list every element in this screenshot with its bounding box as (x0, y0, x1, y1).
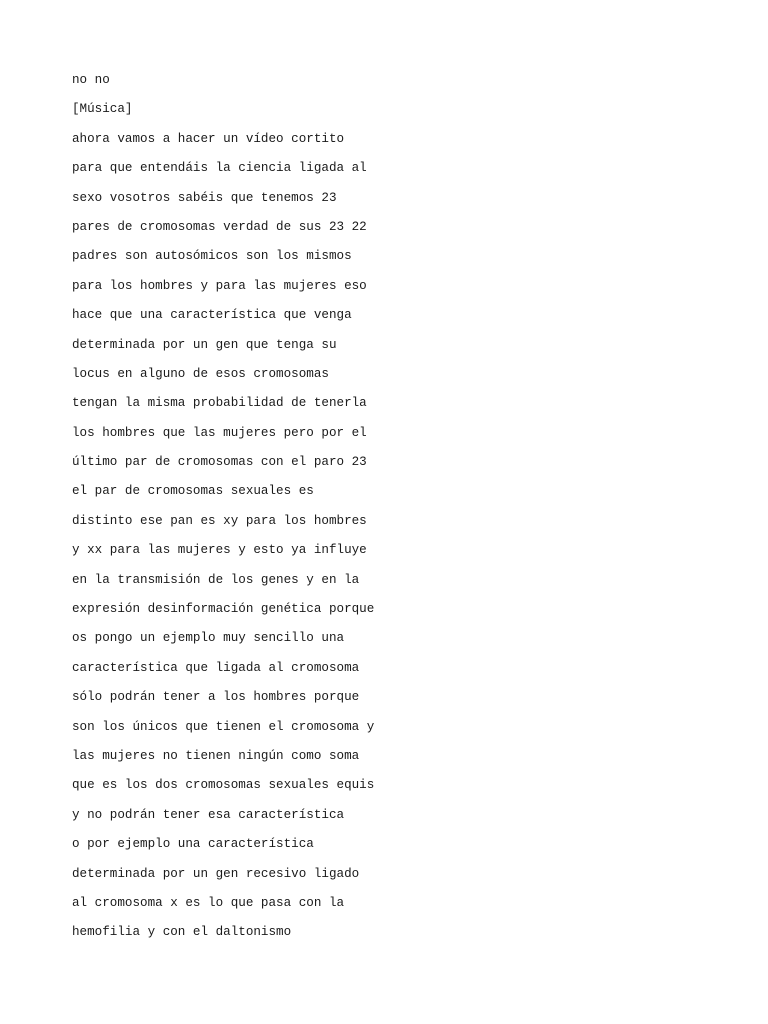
transcript-line: las mujeres no tienen ningún como soma (72, 748, 360, 763)
transcript-line: distinto ese pan es xy para los hombres (72, 513, 367, 528)
transcript-line: que es los dos cromosomas sexuales equis (72, 778, 375, 793)
transcript-line: sólo podrán tener a los hombres porque (72, 690, 360, 705)
transcript-text (72, 69, 712, 951)
transcript-line: sexo vosotros sabéis que tenemos 23 (72, 190, 337, 205)
transcript-line: hemofilia y con el daltonismo (72, 925, 292, 940)
transcript-line: al cromosoma x es lo que pasa con la (72, 895, 345, 910)
transcript-line: o por ejemplo una característica (72, 837, 314, 852)
transcript-line: último par de cromosomas con el paro 23 (72, 455, 367, 470)
transcript-line: hace que una característica que venga (72, 308, 352, 323)
transcript-line: os pongo un ejemplo muy sencillo una (72, 631, 345, 646)
transcript-line: expresión desinformación genética porque (72, 602, 375, 617)
transcript-line: y no podrán tener esa característica (72, 807, 345, 822)
transcript-line: no no (72, 73, 110, 87)
transcript-line: característica que ligada al cromosoma (72, 660, 360, 675)
transcript-line: [Música] (72, 102, 133, 117)
transcript-line: el par de cromosomas sexuales es (72, 484, 314, 499)
transcript-line: y xx para las mujeres y esto ya influye (72, 543, 367, 558)
transcript-line: los hombres que las mujeres pero por el (72, 425, 367, 440)
transcript-line: pares de cromosomas verdad de sus 23 22 (72, 219, 367, 234)
transcript-line: para que entendáis la ciencia ligada al (72, 161, 367, 176)
transcript-line: son los únicos que tienen el cromosoma y (72, 719, 375, 734)
transcript-line: tengan la misma probabilidad de tenerla (72, 396, 367, 411)
transcript-line: ahora vamos a hacer un vídeo cortito (72, 131, 345, 146)
transcript-line: locus en alguno de esos cromosomas (72, 366, 329, 381)
transcript-line: padres son autosómicos son los mismos (72, 249, 352, 264)
transcript-line: determinada por un gen recesivo ligado (72, 866, 360, 881)
transcript-line: determinada por un gen que tenga su (72, 337, 337, 352)
transcript-line: en la transmisión de los genes y en la (72, 572, 360, 587)
transcript-line: para los hombres y para las mujeres eso (72, 278, 367, 293)
